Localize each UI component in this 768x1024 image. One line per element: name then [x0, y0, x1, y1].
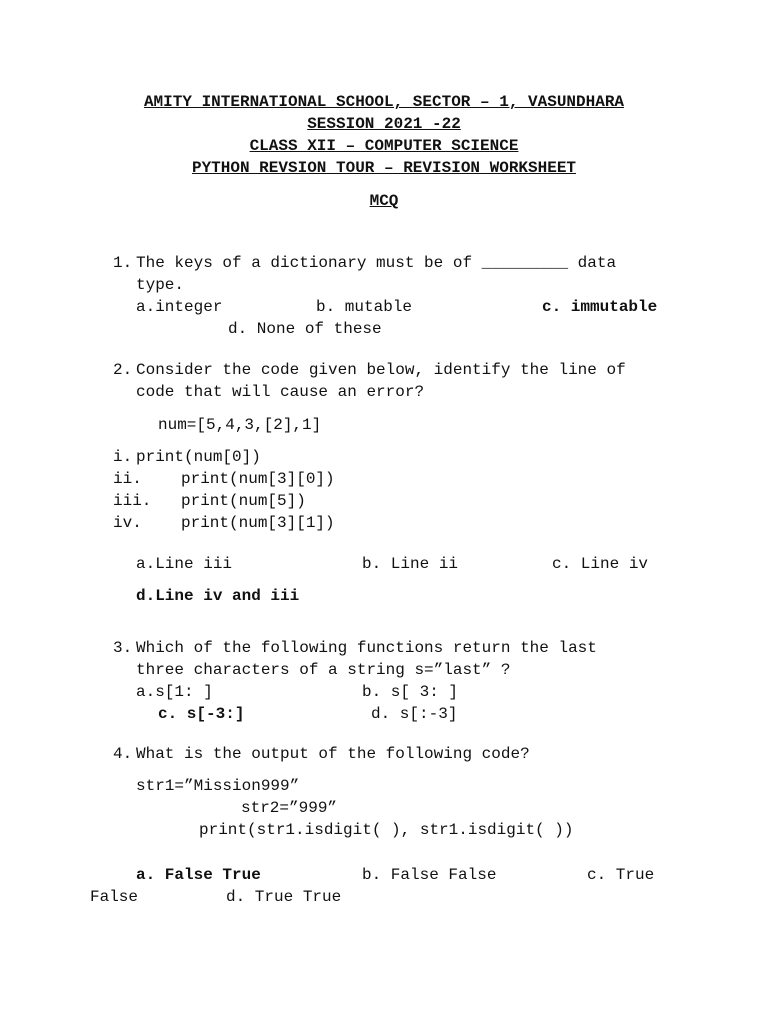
question-text-line: type. [136, 276, 185, 294]
section-heading: MCQ [369, 192, 399, 210]
option-a: a.integer [136, 298, 223, 316]
question-text-line: Which of the following functions return the last [136, 639, 597, 657]
option-b: b. mutable [316, 298, 413, 316]
question-number: 3. [113, 639, 133, 657]
option-d-correct: d.Line iv and iii [136, 587, 300, 605]
code-line: print(num[5]) [181, 492, 306, 510]
question-text-line: code that will cause an error? [136, 383, 425, 401]
question-text-line: What is the output of the following code? [136, 745, 530, 763]
worksheet-title: PYTHON REVSION TOUR – REVISION WORKSHEET [191, 159, 577, 177]
option-a: a.s[1: ] [136, 683, 213, 701]
code-snippet: num=[5,4,3,[2],1] [158, 416, 322, 434]
option-c-continued: False [90, 888, 139, 906]
option-b: b. False False [362, 866, 497, 884]
option-d: d. s[:-3] [371, 705, 458, 723]
option-c: c. Line iv [552, 555, 649, 573]
option-c: c. True [587, 866, 655, 884]
option-a-correct: a. False True [136, 866, 261, 884]
question-text-line: three characters of a string s=”last” ? [136, 661, 511, 679]
class-line: CLASS XII – COMPUTER SCIENCE [249, 137, 519, 155]
code-line: print(num[3][1]) [181, 514, 335, 532]
code-line-label: ii. [113, 470, 142, 488]
question-text-line: Consider the code given below, identify the line of [136, 361, 626, 379]
code-line: print(num[3][0]) [181, 470, 335, 488]
school-name: AMITY INTERNATIONAL SCHOOL, SECTOR – 1, VASUNDHARA [143, 93, 625, 111]
option-d: d. None of these [228, 320, 382, 338]
option-b: b. Line ii [362, 555, 459, 573]
code-line-label: iv. [113, 514, 142, 532]
code-line: str2=”999” [241, 799, 338, 817]
question-number: 1. [113, 254, 133, 272]
question-number: 2. [113, 361, 133, 379]
code-line: str1=”Mission999” [136, 777, 300, 795]
option-c-correct: c. immutable [542, 298, 658, 316]
option-a: a.Line iii [136, 555, 233, 573]
option-b: b. s[ 3: ] [362, 683, 459, 701]
session-line: SESSION 2021 -22 [307, 115, 461, 133]
code-line-label: i. [113, 448, 133, 466]
code-line-label: iii. [113, 492, 152, 510]
question-text-line: The keys of a dictionary must be of _________ data [136, 254, 617, 272]
question-number: 4. [113, 745, 133, 763]
option-c-correct: c. s[-3:] [158, 705, 245, 723]
code-line: print(num[0]) [136, 448, 261, 466]
option-d: d. True True [226, 888, 342, 906]
code-line: print(str1.isdigit( ), str1.isdigit( )) [199, 821, 574, 839]
